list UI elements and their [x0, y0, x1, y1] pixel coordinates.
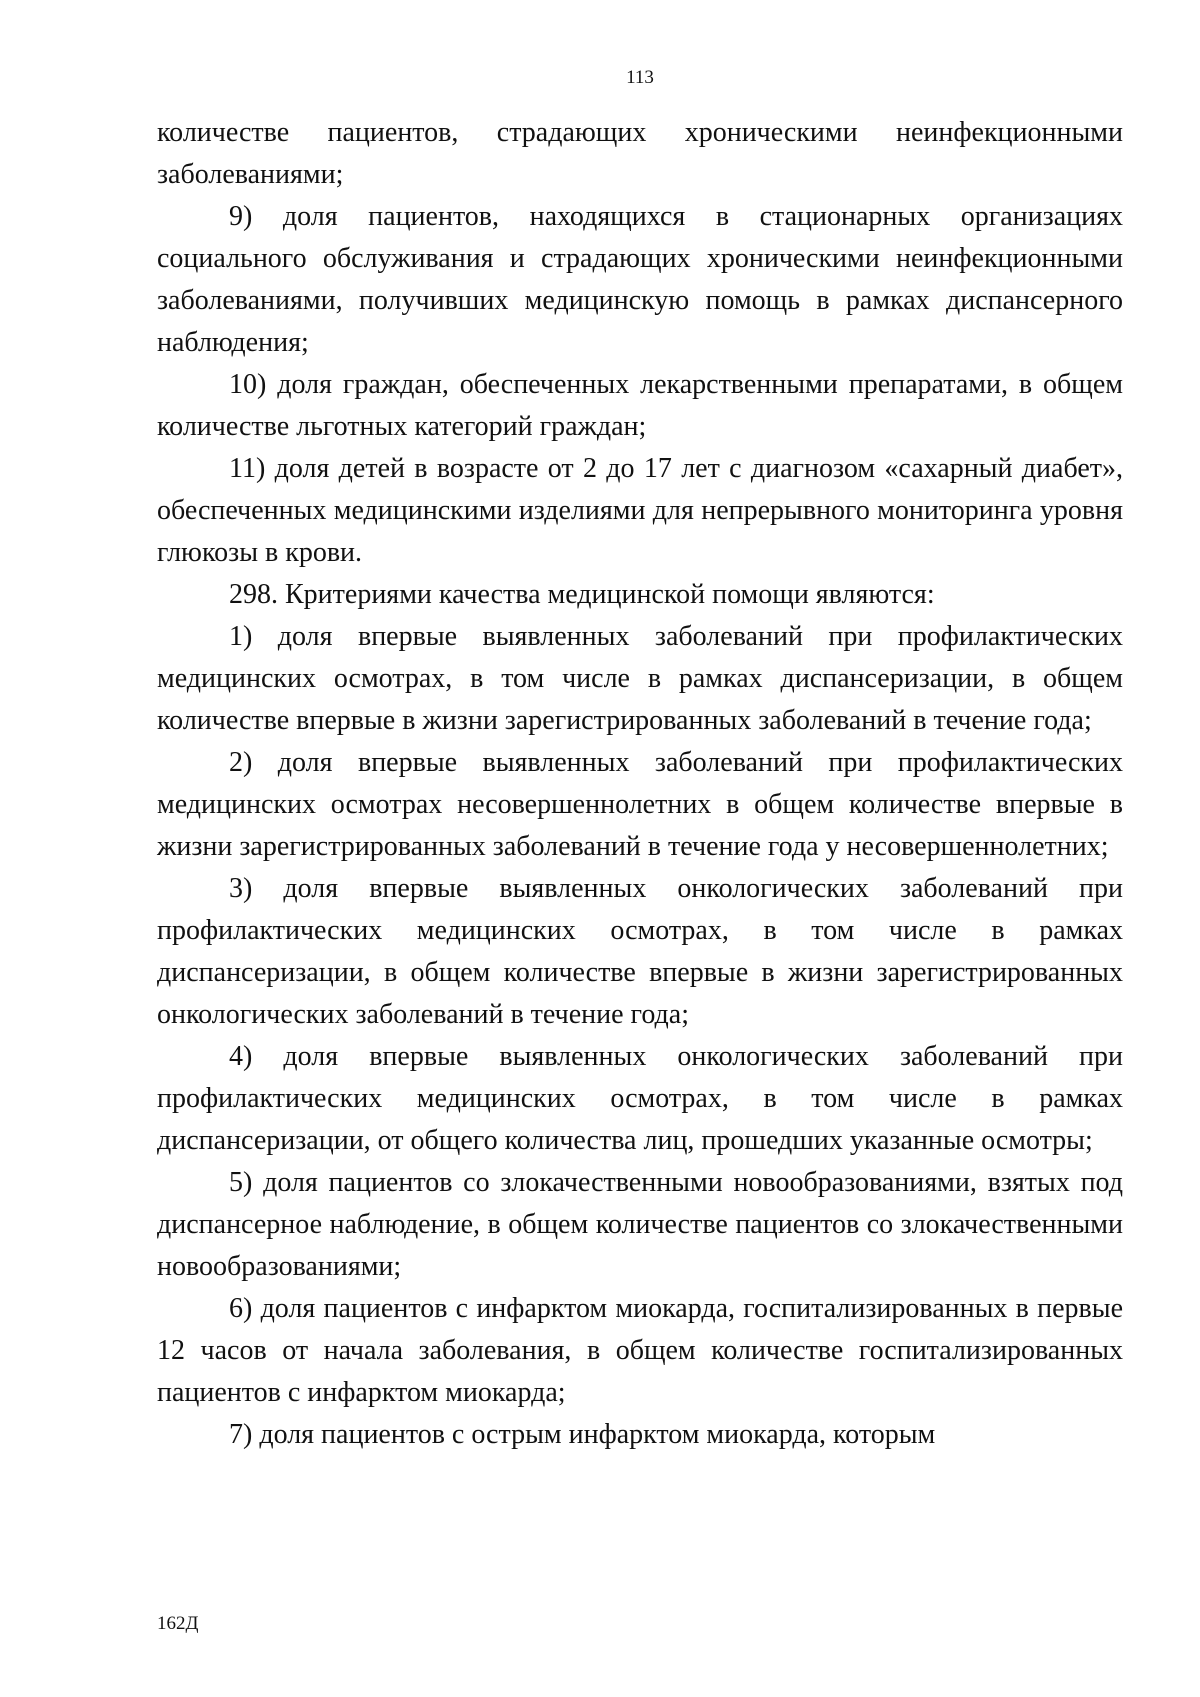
- paragraph-criterion-7: 7) доля пациентов с острым инфарктом миокарда, которым: [229, 1419, 936, 1450]
- paragraph-item-11: 11) доля детей в возрасте от 2 до 17 лет с диагнозом «сахарный диабет», обеспеченных медицинскими изделиями для непрерывного мониторинга уровня глюкозы в крови.: [157, 453, 1123, 568]
- paragraph-criterion-1: 1) доля впервые выявленных заболеваний при профилактических медицинских осмотрах, в том числе в рамках диспансеризации, в общем количестве впервые в жизни зарегистрированных заболеваний в течение года;: [157, 621, 1123, 736]
- paragraph-criterion-5: 5) доля пациентов со злокачественными новообразованиями, взятых под диспансерное наблюдение, в общем количестве пациентов со злокачественными новообразованиями;: [157, 1167, 1123, 1282]
- paragraph-criterion-3: 3) доля впервые выявленных онкологических заболеваний при профилактических медицинских осмотрах, в том числе в рамках диспансеризации, в общем количестве впервые в жизни зарегистрированных онкологических заболеваний в течение года;: [157, 873, 1123, 1030]
- page-number: 113: [626, 67, 654, 88]
- paragraph-continuation: количестве пациентов, страдающих хроническими неинфекционными заболеваниями;: [157, 117, 1123, 190]
- document-code: 162Д: [157, 1613, 199, 1634]
- paragraph-criterion-4: 4) доля впервые выявленных онкологических заболеваний при профилактических медицинских осмотрах, в том числе в рамках диспансеризации, от общего количества лиц, прошедших указанные осмотры;: [157, 1041, 1123, 1156]
- paragraph-criterion-2: 2) доля впервые выявленных заболеваний при профилактических медицинских осмотрах несовершеннолетних в общем количестве впервые в жизни зарегистрированных заболеваний в течение года у несовершеннолетних;: [157, 747, 1123, 862]
- paragraph-criterion-6: 6) доля пациентов с инфарктом миокарда, госпитализированных в первые 12 часов от начала заболевания, в общем количестве госпитализированных пациентов с инфарктом миокарда;: [157, 1293, 1123, 1408]
- document-body: [157, 112, 1123, 1456]
- paragraph-clause-298: 298. Критериями качества медицинской помощи являются:: [229, 579, 935, 610]
- paragraph-item-10: 10) доля граждан, обеспеченных лекарственными препаратами, в общем количестве льготных категорий граждан;: [157, 369, 1123, 442]
- paragraph-item-9: 9) доля пациентов, находящихся в стационарных организациях социального обслуживания и страдающих хроническими неинфекционными заболеваниями, получивших медицинскую помощь в рамках диспансерного наблюдения;: [157, 201, 1123, 358]
